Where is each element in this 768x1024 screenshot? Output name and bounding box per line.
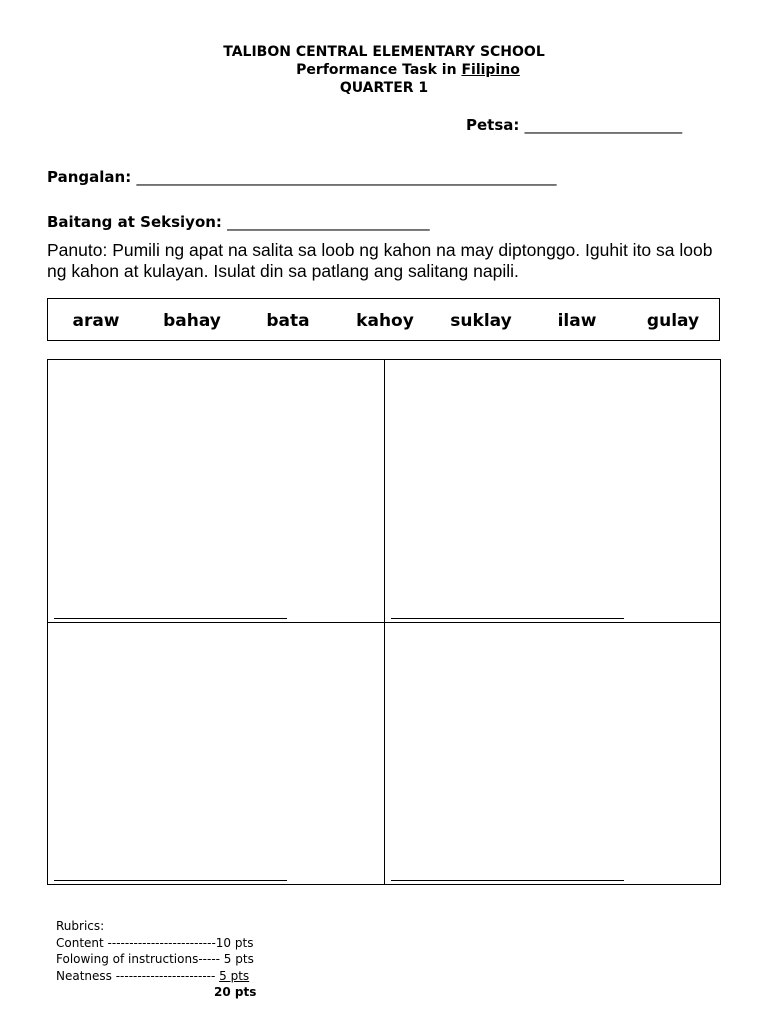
rubrics-section [56,918,256,1001]
grid-horizontal-divider [48,622,720,623]
grade-section-field[interactable] [47,213,430,231]
date-blank-line[interactable]: _____________________ [524,116,683,134]
name-field[interactable] [47,168,556,186]
grade-section-blank-line[interactable]: ___________________________ [227,213,430,231]
word-bank-item: araw [72,311,120,331]
date-field[interactable] [466,116,682,134]
date-label: Petsa: [466,116,520,134]
name-label: Pangalan: [47,168,132,186]
drawing-grid [47,359,721,885]
rubric-following-instructions: Folowing of instructions----- 5 pts [56,952,254,966]
drawing-cell-answer-line[interactable] [391,618,624,619]
word-bank-item: bahay [163,311,221,331]
rubric-content: Content -------------------------10 pts [56,935,254,950]
drawing-cell-answer-line[interactable] [54,618,287,619]
grade-section-label: Baitang at Seksiyon: [47,213,222,231]
task-title [0,61,768,79]
drawing-cell-answer-line[interactable] [54,880,287,881]
word-bank-item: kahoy [356,311,414,331]
rubric-neatness [56,968,256,985]
rubrics-title: Rubrics: [56,919,105,933]
word-bank-item: suklay [450,311,512,331]
word-bank-item: ilaw [557,311,597,331]
drawing-cell-answer-line[interactable] [391,880,624,881]
rubric-neatness-points: 5 pts [219,968,250,983]
task-title-prefix: Performance Task in [296,62,462,78]
instructions-text: Panuto: Pumili ng apat na salita sa loob ng kahon na may diptonggo. Iguhit ito sa loob ng kahon at kulayan. Isulat din sa patlang ang salitang napili. [47,240,713,281]
word-bank-item: bata [266,311,310,331]
word-bank-box [47,298,720,341]
subject-name: Filipino [461,62,520,78]
school-name: TALIBON CENTRAL ELEMENTARY SCHOOL [223,44,545,60]
quarter-label: QUARTER 1 [339,80,429,96]
word-bank-item: gulay [646,311,700,331]
rubric-total: 20 pts [214,985,257,999]
name-blank-line[interactable]: ________________________________________________________ [136,168,557,186]
rubric-neatness-label: Neatness ----------------------- [56,968,220,983]
